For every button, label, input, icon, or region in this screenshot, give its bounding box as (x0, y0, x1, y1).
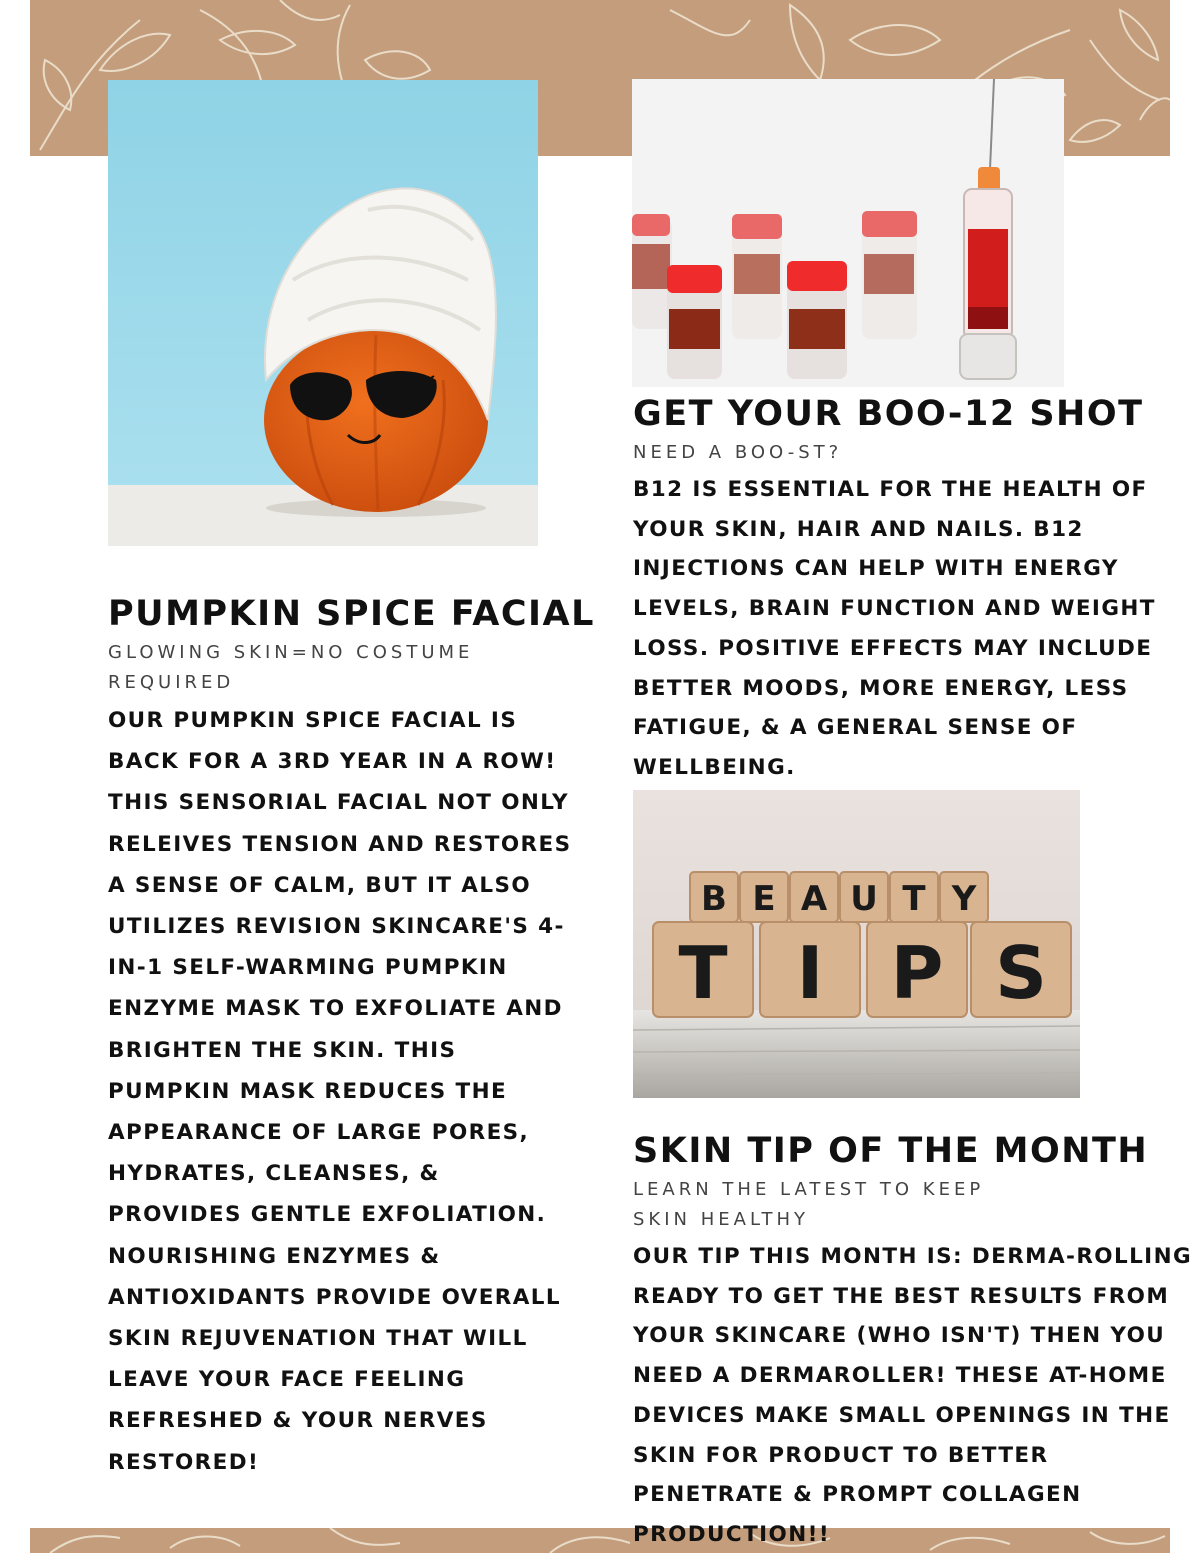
pumpkin-spice-facial-section (108, 590, 595, 1483)
wooden-blocks-photo-icon (633, 790, 1080, 1098)
block-letter: Y (951, 879, 977, 919)
block-letter: A (800, 879, 828, 919)
vials-and-syringe-photo-icon (632, 79, 1064, 387)
block-letter: T (902, 879, 926, 919)
section-subtitle: NEED A BOO-ST? (633, 442, 843, 463)
block-letter: T (678, 931, 728, 1015)
section-subtitle: LEARN THE LATEST TO KEEP SKIN HEALTHY (633, 1179, 985, 1230)
boo-12-shot-section (633, 390, 1173, 788)
block-letter: E (752, 879, 776, 919)
skin-tip-section (633, 1127, 1193, 1555)
pumpkin-with-towel-and-eye-masks-photo-icon (108, 80, 538, 546)
section-body: OUR PUMPKIN SPICE FACIAL IS BACK FOR A 3RD YEAR IN A ROW! THIS SENSORIAL FACIAL NOT ONLY RELEIVES TENSION AND RESTORES A SENSE OF CALM, BUT IT ALSO UTILIZES REVISION SKINCARE'S 4-IN-1 SELF-WARMING PUMPKIN ENZYME MASK TO EXFOLIATE AND BRIGHTEN THE SKIN. THIS PUMPKIN MASK REDUCES THE APPEARANCE OF LARGE PORES, HYDRATES, CLEANSES, & PROVIDES GENTLE EXFOLIATION. NOURISHING ENZYMES & ANTIOXIDANTS PROVIDE OVERALL SKIN REJUVENATION THAT WILL LEAVE YOUR FACE FEELING REFRESHED & YOUR NERVES RESTORED! (108, 708, 572, 1475)
section-title: GET YOUR BOO-12 SHOT (633, 394, 1144, 434)
block-letter: P (890, 931, 944, 1015)
block-letter: B (701, 879, 727, 919)
beauty-tips-blocks-photo (633, 790, 1080, 1098)
block-letter: I (796, 931, 824, 1015)
section-title: PUMPKIN SPICE FACIAL (108, 594, 595, 634)
b12-vials-photo (632, 79, 1064, 387)
pumpkin-facial-photo (108, 80, 538, 546)
block-letter: U (850, 879, 878, 919)
section-title: SKIN TIP OF THE MONTH (633, 1131, 1149, 1171)
section-subtitle: GLOWING SKIN=NO COSTUME REQUIRED (108, 642, 474, 693)
section-body: OUR TIP THIS MONTH IS: DERMA-ROLLING READY TO GET THE BEST RESULTS FROM YOUR SKINCARE (WHO ISN'T) THEN YOU NEED A DERMAROLLER! THESE AT-HOME DEVICES MAKE SMALL OPENINGS IN THE SKIN FOR PRODUCT TO BETTER PENETRATE & PROMPT COLLAGEN PRODUCTION!! (633, 1244, 1193, 1547)
section-body: B12 IS ESSENTIAL FOR THE HEALTH OF YOUR SKIN, HAIR AND NAILS. B12 INJECTIONS CAN HELP WITH ENERGY LEVELS, BRAIN FUNCTION AND WEIGHT LOSS. POSITIVE EFFECTS MAY INCLUDE BETTER MOODS, MORE ENERGY, LESS FATIGUE, & A GENERAL SENSE OF WELLBEING. (633, 477, 1156, 780)
block-letter: S (995, 931, 1047, 1015)
